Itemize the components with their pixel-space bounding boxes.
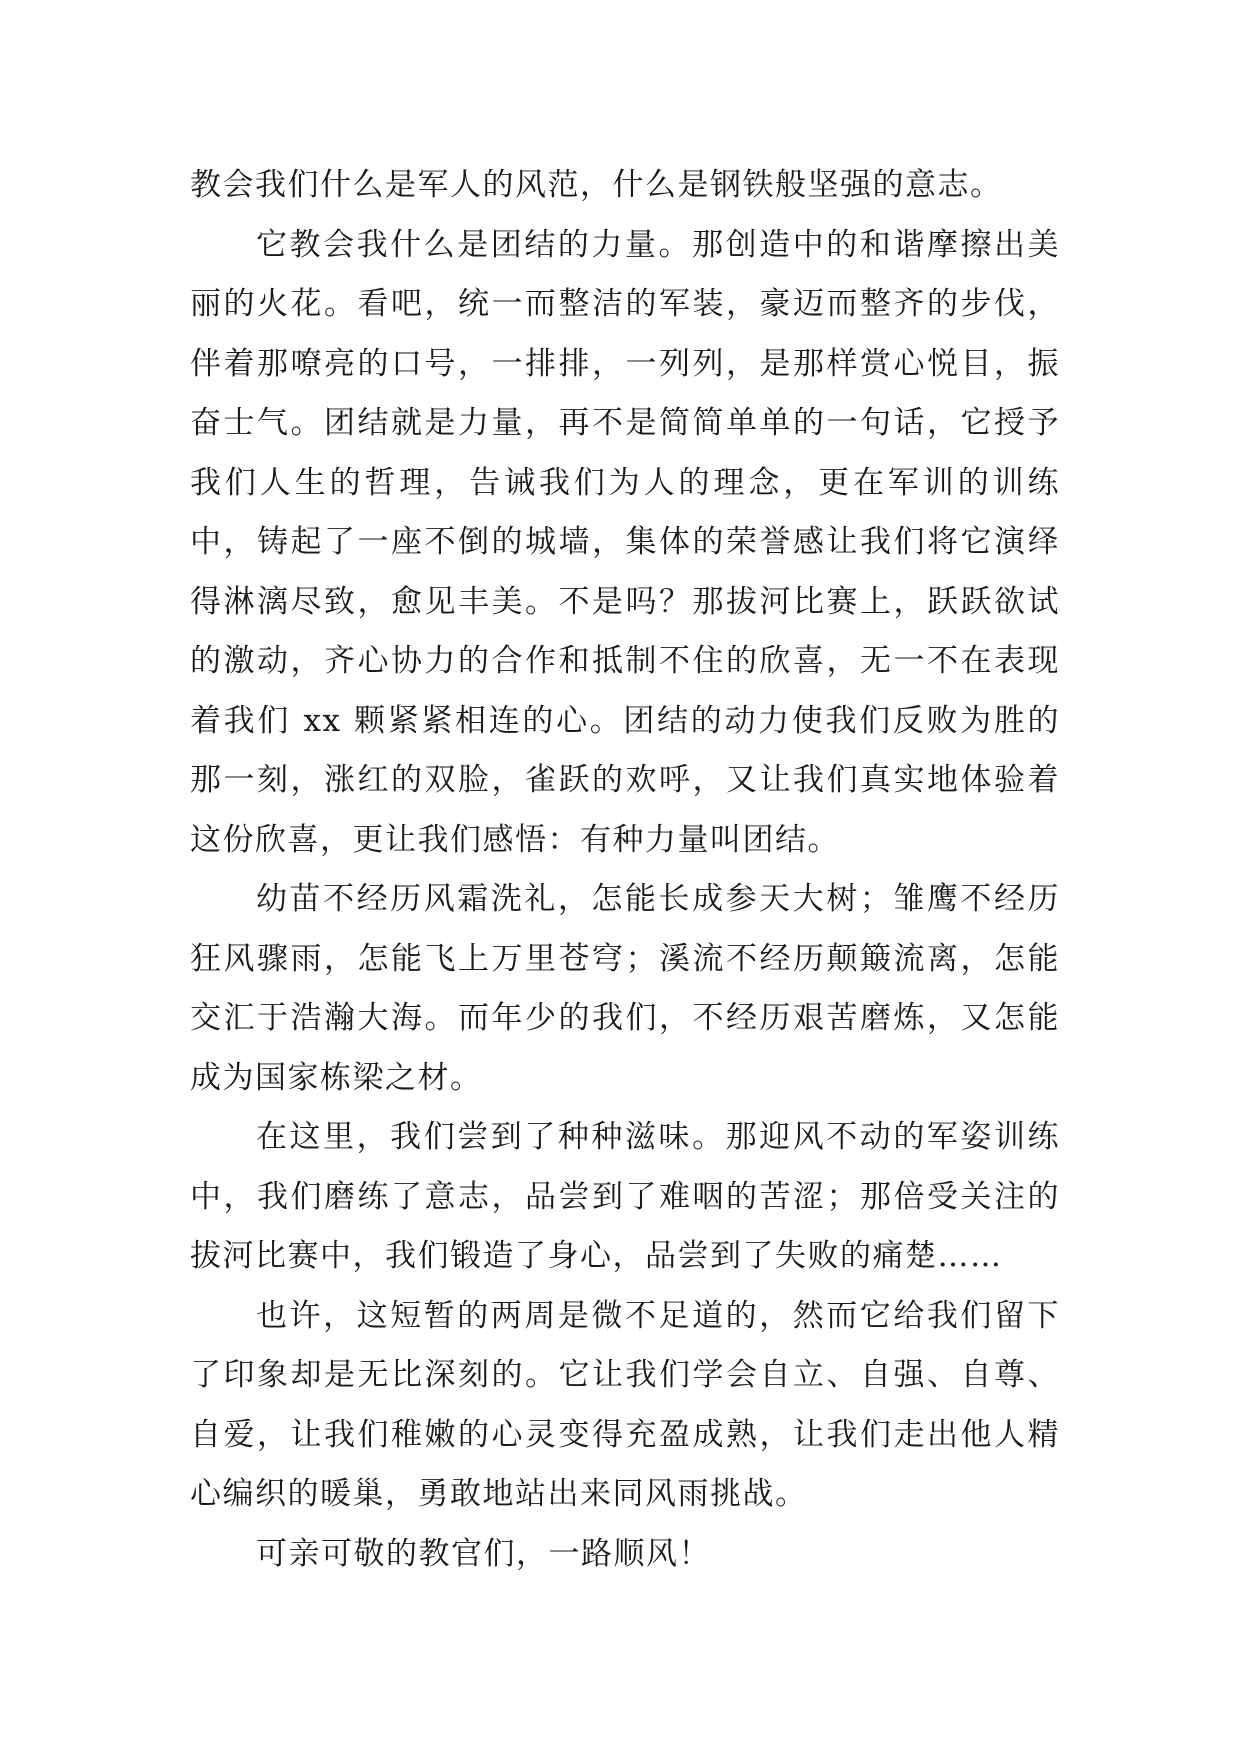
paragraph-1: 教会我们什么是军人的风范，什么是钢铁般坚强的意志。 [190,167,1003,203]
paragraph-4: 在这里，我们尝到了种种滋味。那迎风不动的军姿训练中，我们磨练了意志，品尝到了难咽的苦涩；那倍受关注的拔河比赛中，我们锻造了身心，品尝到了失败的痛楚…… [190,1119,1060,1274]
paragraph-6: 可亲可敬的教官们，一路顺风！ [256,1535,711,1572]
paragraph-5: 也许，这短暂的两周是微不足道的，然而它给我们留下了印象却是无比深刻的。它让我们学会自立、自强、自尊、自爱，让我们稚嫩的心灵变得充盈成熟，让我们走出他人精心编织的暖巢，勇敢地站出来同风雨挑战。 [190,1297,1060,1512]
paragraph-3: 幼苗不经历风霜洗礼，怎能长成参天大树；雏鹰不经历狂风骤雨，怎能飞上万里苍穹；溪流不经历颠簸流离，怎能交汇于浩瀚大海。而年少的我们，不经历艰苦磨炼，又怎能成为国家栋梁之材。 [190,881,1060,1096]
document-body [190,156,1060,1584]
paragraph-2: 它教会我什么是团结的力量。那创造中的和谐摩擦出美丽的火花。看吧，统一而整洁的军装，豪迈而整齐的步伐，伴着那嘹亮的口号，一排排，一列列，是那样赏心悦目，振奋士气。团结就是力量，再不是简简单单的一句话，它授予我们人生的哲理，告诫我们为人的理念，更在军训的训练中，铸起了一座不倒的城墙，集体的荣誉感让我们将它演绎得淋漓尽致，愈见丰美。不是吗？那拔河比赛上，跃跃欲试的激动，齐心协力的合作和抵制不住的欣喜，无一不在表现着我们 xx 颗紧紧相连的心。团结的动力使我们反败为胜的那一刻，涨红的双脸，雀跃的欢呼，又让我们真实地体验着这份欣喜，更让我们感悟：有种力量叫团结。 [190,226,1060,858]
